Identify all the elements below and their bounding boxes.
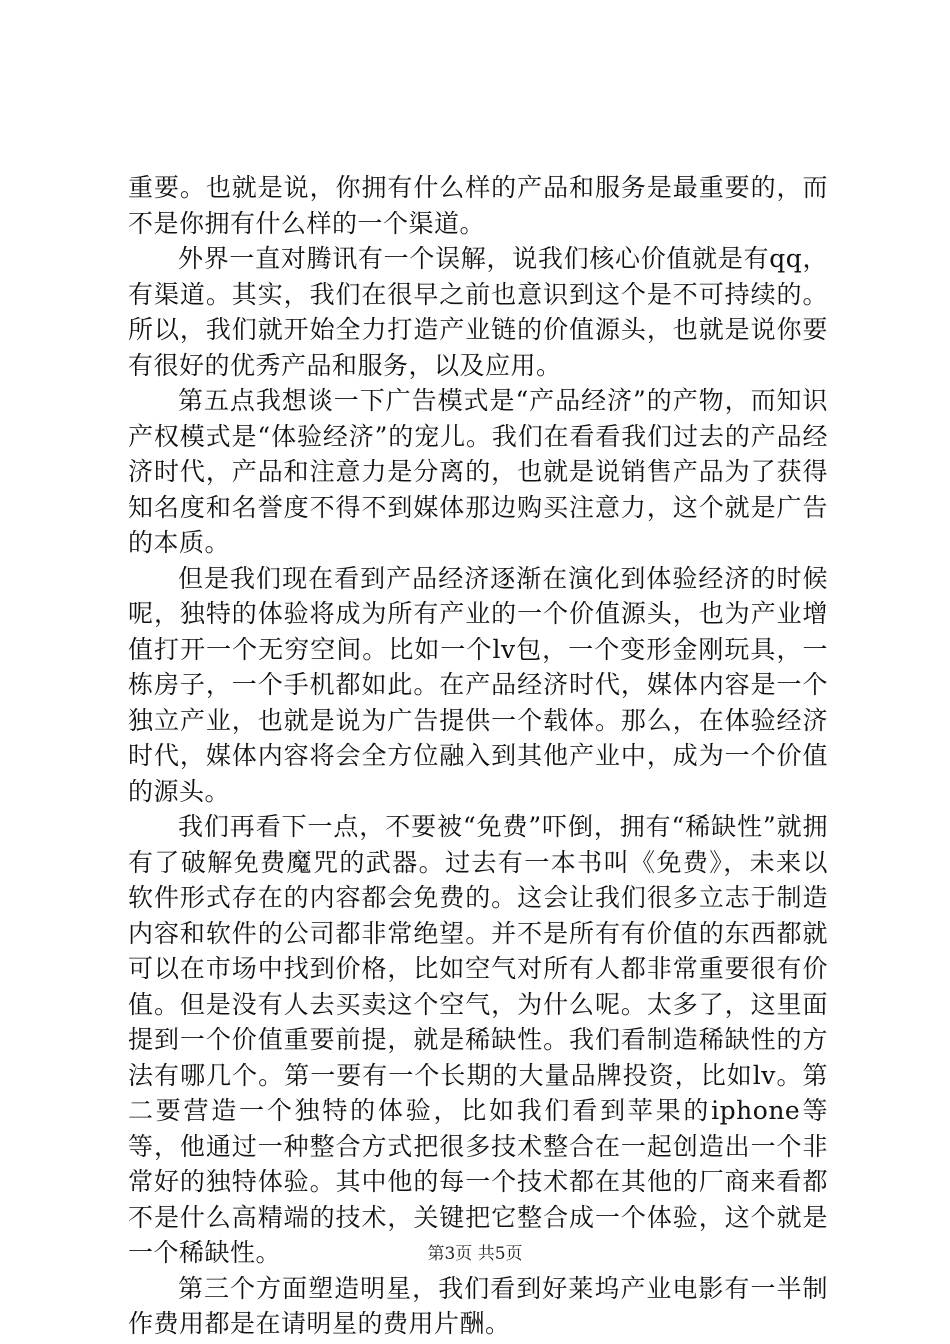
paragraph-2: 外界一直对腾讯有一个误解，说我们核心价值就是有qq，有渠道。其实，我们在很早之前也意识到这个是不可持续的。所以，我们就开始全力打造产业链的价值源头，也就是说你要有很好的优秀产品和服务，以及应用。 xyxy=(128,244,828,380)
paragraph-1: 重要。也就是说，你拥有什么样的产品和服务是最重要的，而不是你拥有什么样的一个渠道。 xyxy=(128,173,828,238)
paragraph-4: 但是我们现在看到产品经济逐渐在演化到体验经济的时候呢，独特的体验将成为所有产业的一个价值源头，也为产业增值打开一个无穷空间。比如一个lv包，一个变形金刚玩具，一栋房子，一个手机都如此。在产品经济时代，媒体内容是一个独立产业，也就是说为广告提供一个载体。那么，在体验经济时代，媒体内容将会全方位融入到其他产业中，成为一个价值的源头。 xyxy=(128,563,828,806)
page-footer: 第3页 共5页 xyxy=(427,1244,523,1264)
paragraph-5: 我们再看下一点，不要被“免费”吓倒，拥有“稀缺性”就拥有了破解免费魔咒的武器。过去有一本书叫《免费》，未来以软件形式存在的内容都会免费的。这会让我们很多立志于制造内容和软件的公司都非常绝望。并不是所有有价值的东西都就可以在市场中找到价格，比如空气对所有人都非常重要很有价值。但是没有人去买卖这个空气，为什么呢。太多了，这里面提到一个价值重要前提，就是稀缺性。我们看制造稀缺性的方法有哪几个。第一要有一个长期的大量品牌投资，比如lv。第二要营造一个独特的体验，比如我们看到苹果的iphone等等，他通过一种整合方式把很多技术整合在一起创造出一个非常好的独特体验。其中他的每一个技术都在其他的厂商来看都不是什么高精端的技术，关键把它整合成一个体验，这个就是一个稀缺性。 xyxy=(128,812,828,1267)
document-body xyxy=(128,170,828,1342)
paragraph-6: 第三个方面塑造明星，我们看到好莱坞产业电影有一半制作费用都是在请明星的费用片酬。 xyxy=(128,1273,828,1338)
paragraph-3: 第五点我想谈一下广告模式是“产品经济”的产物，而知识产权模式是“体验经济”的宠儿。我们在看看我们过去的产品经济时代，产品和注意力是分离的，也就是说销售产品为了获得知名度和名誉度不得不到媒体那边购买注意力，这个就是广告的本质。 xyxy=(128,386,828,557)
